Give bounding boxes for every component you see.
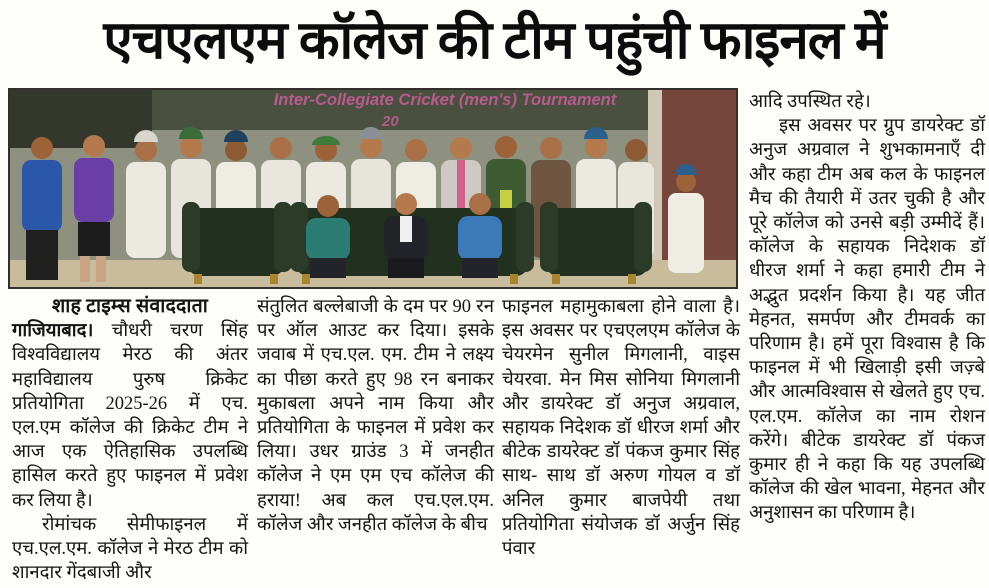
headline: एचएलएम कॉलेज की टीम पहुंची फाइनल में	[103, 12, 886, 70]
dark-corner	[10, 90, 152, 148]
dateline: गाजियाबाद।	[12, 321, 94, 342]
paragraph: फाइनल महामुकाबला होने वाला है। इस अवसर पर एचएलएम कॉलेज के चेयरमेन सुनील मिगलानी, वाइस चेयरवा. मेन मिस सोनिया मिगलानी और डायरेक्ट डॉ अनुज अग्रवाल, सहायक निदेशक डॉ धीरज शर्मा और बीटेक डायरेक्ट डॉ पंकज कुमार सिंह साथ- साथ डॉ अरुण गोयल व डॉ अनिल कुमार बाजपेयी तथा प्रतियोगिता संयोजक डॉ अर्जुन सिंह पंवार	[502, 297, 740, 560]
photo-banner-text: Inter-Collegiate Cricket (men's) Tournament	[273, 91, 617, 109]
seated-officials	[306, 193, 502, 278]
team-photo-illustration	[10, 90, 736, 287]
paragraph	[12, 319, 248, 513]
team-photo	[8, 88, 738, 289]
article-column-4	[749, 90, 985, 526]
paragraph: आदि उपस्थित रहे।	[749, 92, 871, 112]
paragraph-text: चौधरी चरण सिंह विश्वविद्यालय मेरठ की अंतर महाविद्यालय पुरुष क्रिकेट प्रतियोगिता 2025-26 में एच. एल.एम कॉलेज की क्रिकेट टीम ने आज एक ऐतिहासिक उपलब्धि हासिल करते हुए फाइनल में प्रवेश कर लिया है।	[12, 321, 248, 511]
article-column-2	[257, 295, 494, 537]
article-column-1	[12, 295, 248, 585]
photo-banner-year: 20	[382, 113, 399, 130]
byline: शाह टाइम्स संवाददाता	[52, 296, 208, 317]
article-column-3	[502, 295, 740, 561]
paragraph: इस अवसर पर ग्रुप डायरेक्ट डॉ अनुज अग्रवाल ने शुभकामनाएँ दी और कहा टीम अब कल के फाइनल मैच की तैयारी में उतर चुकी है और पूरे कॉलेज को उनसे बड़ी उम्मीदें हैं। कॉलेज के सहायक निदेशक डॉ धीरज शर्मा ने कहा हमारी टीम ने अद्भुत प्रदर्शन किया है। यह जीत मेहनत, समर्पण और टीमवर्क का परिणाम है। हमें पूरा विश्वास है कि फाइनल में भी खिलाड़ी इसी जज़्बे और आत्मविश्वास से खेलते हुए एच. एल.एम. कॉलेज का नाम रोशन करेंगे। बीटेक डायरेक्ट डॉ पंकज कुमार ही ने कहा कि यह उपलब्धि कॉलेज की खेल भावना, मेहनत और अनुशासन का परिणाम है।	[749, 116, 985, 524]
paragraph: संतुलित बल्लेबाजी के दम पर 90 रन पर ऑल आउट कर दिया। इसके जवाब में एच.एल. एम. टीम ने लक्ष्य का पीछा करते हुए 98 रन बनाकर मुकाबला अपने नाम किया और प्रतियोगिता के फाइनल में प्रवेश कर लिया। उधर ग्राउंड 3 में जनहीत कॉलेज ने एम एम एच कॉलेज की हराया! अब कल एच.एल.एम. कॉलेज और जनहीत कॉलेज के बीच	[257, 297, 494, 535]
paragraph: रोमांचक सेमीफाइनल में एच.एल.एम. कॉलेज ने मेरठ टीम को शानदार गेंदबाजी और	[12, 514, 248, 584]
